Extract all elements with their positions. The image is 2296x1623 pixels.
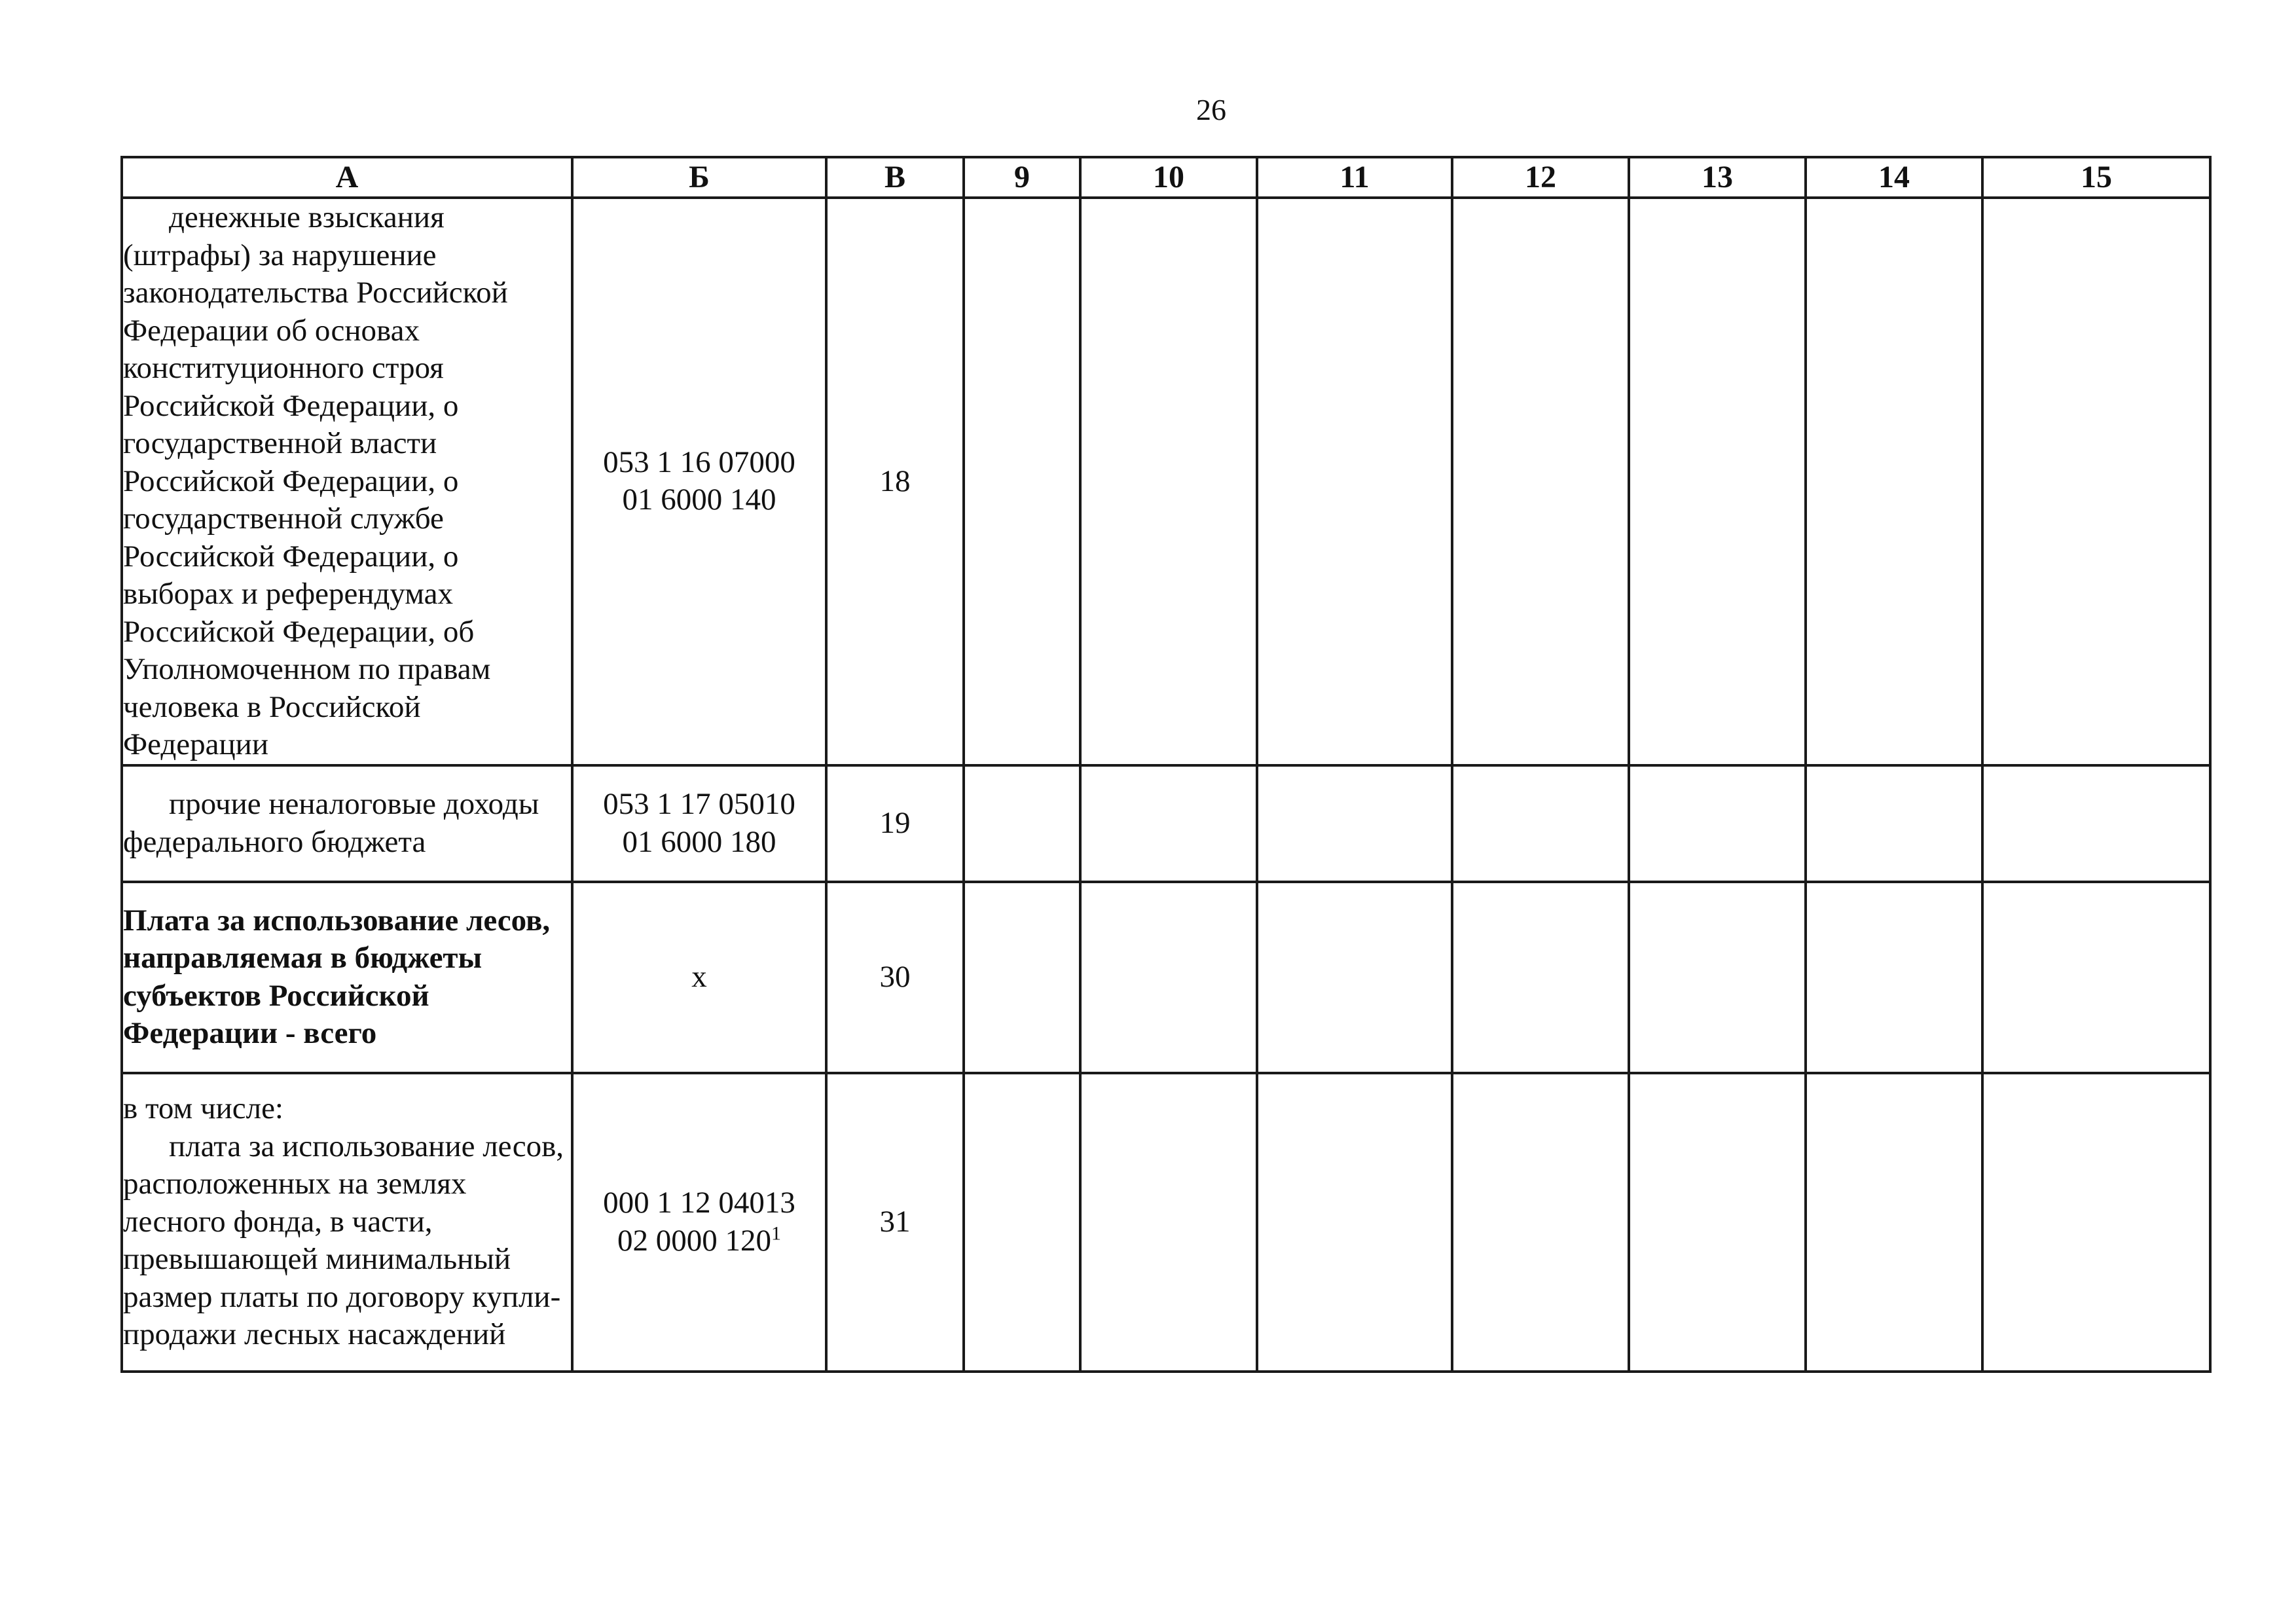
cell-12 (1452, 1073, 1629, 1372)
row-line-number: 30 (826, 882, 964, 1073)
header-col-11: 11 (1257, 157, 1452, 198)
header-col-v: В (826, 157, 964, 198)
header-col-13: 13 (1629, 157, 1806, 198)
cell-13 (1629, 765, 1806, 882)
row-description (122, 882, 572, 1073)
row-line-number: 19 (826, 765, 964, 882)
table-row (122, 198, 2210, 765)
footnote-marker: 1 (771, 1222, 781, 1244)
row-code-line2: 01 6000 180 (622, 824, 776, 859)
cell-14 (1806, 1073, 1982, 1372)
row-code (572, 1073, 826, 1372)
row-description-text: Плата за использование лесов, направляемая в бюджеты субъектов Российской Федерации - всего (123, 903, 551, 1050)
cell-12 (1452, 198, 1629, 765)
cell-15 (1982, 1073, 2210, 1372)
cell-11 (1257, 1073, 1452, 1372)
row-description (122, 198, 572, 765)
cell-13 (1629, 1073, 1806, 1372)
row-description (122, 765, 572, 882)
row-description-text: плата за использование лесов, расположенных на землях лесного фонда, в части, превышающей минимальный размер платы по договору купли-продажи лесных насаждений (123, 1129, 564, 1352)
report-table (120, 156, 2212, 1373)
cell-13 (1629, 882, 1806, 1073)
cell-10 (1080, 882, 1257, 1073)
cell-9 (964, 198, 1080, 765)
cell-11 (1257, 882, 1452, 1073)
cell-12 (1452, 882, 1629, 1073)
cell-15 (1982, 882, 2210, 1073)
cell-12 (1452, 765, 1629, 882)
cell-13 (1629, 198, 1806, 765)
header-col-12: 12 (1452, 157, 1629, 198)
cell-14 (1806, 882, 1982, 1073)
row-code-line1: 000 1 12 04013 (603, 1186, 795, 1220)
cell-9 (964, 882, 1080, 1073)
table-row (122, 765, 2210, 882)
row-description-text: прочие неналоговые доходы федерального бюджета (123, 787, 539, 859)
row-code-line2: 02 0000 120 (617, 1223, 771, 1258)
row-code (572, 765, 826, 882)
row-code-line1: 053 1 17 05010 (603, 787, 795, 821)
cell-10 (1080, 765, 1257, 882)
cell-14 (1806, 765, 1982, 882)
row-code (572, 882, 826, 1073)
row-code-line2: 01 6000 140 (622, 483, 776, 517)
row-code (572, 198, 826, 765)
cell-11 (1257, 765, 1452, 882)
row-description-prefix: в том числе: (123, 1091, 283, 1126)
cell-15 (1982, 765, 2210, 882)
row-description-text: денежные взыскания (штрафы) за нарушение законодательства Российской Федерации об основах конституционного строя Российской Федерации, о государственной власти Российской Федерации, о государственной службе Российской Федерации, о выборах и референдумах Российской Федерации, об Уполномоченном по правам человека в Российской Федерации (123, 200, 508, 761)
page-number: 26 (1196, 93, 1226, 126)
row-code-line1: 053 1 16 07000 (603, 445, 795, 479)
row-description (122, 1073, 572, 1372)
row-code-line1: x (691, 959, 707, 994)
cell-14 (1806, 198, 1982, 765)
header-col-a: А (122, 157, 572, 198)
header-col-14: 14 (1806, 157, 1982, 198)
cell-9 (964, 1073, 1080, 1372)
header-col-b: Б (572, 157, 826, 198)
row-line-number: 31 (826, 1073, 964, 1372)
table-row (122, 1073, 2210, 1372)
row-line-number: 18 (826, 198, 964, 765)
table-row (122, 882, 2210, 1073)
row-code-line2-wrap (574, 1222, 825, 1260)
cell-11 (1257, 198, 1452, 765)
header-col-10: 10 (1080, 157, 1257, 198)
header-col-15: 15 (1982, 157, 2210, 198)
header-col-9: 9 (964, 157, 1080, 198)
cell-10 (1080, 198, 1257, 765)
cell-9 (964, 765, 1080, 882)
cell-15 (1982, 198, 2210, 765)
cell-10 (1080, 1073, 1257, 1372)
header-row (122, 157, 2210, 198)
